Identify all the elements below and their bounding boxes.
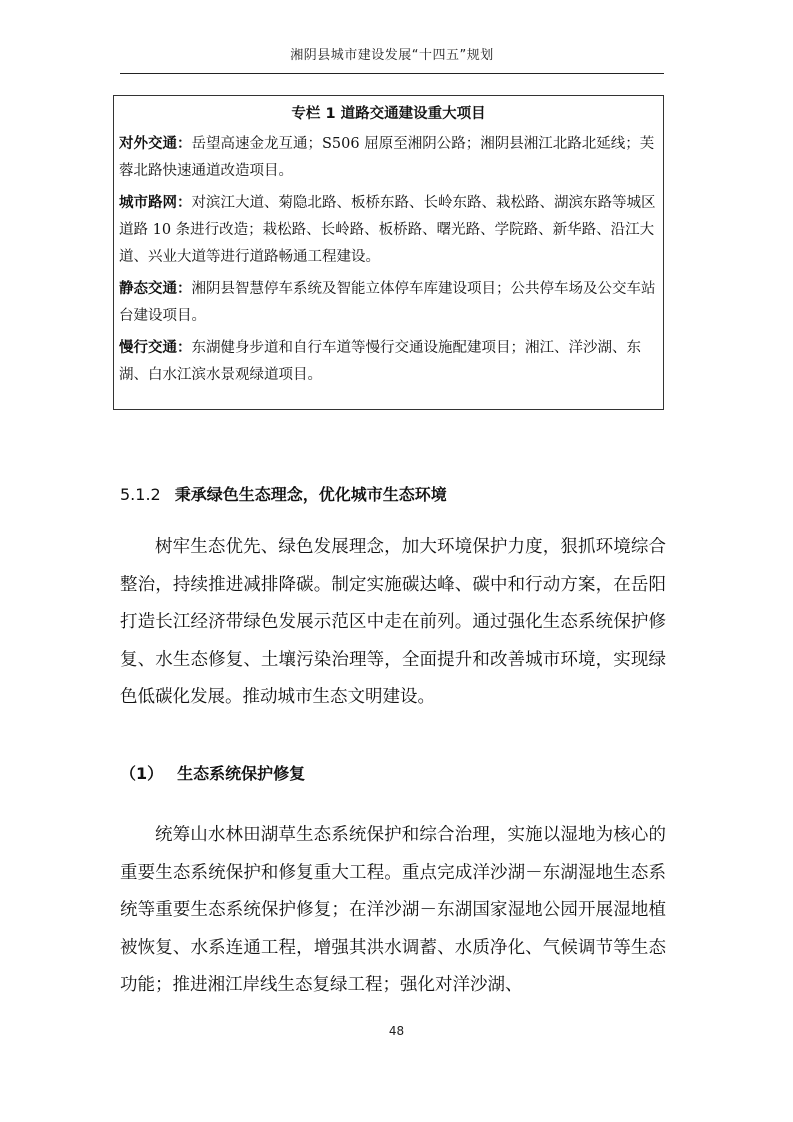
box-item-label: 对外交通： [119, 136, 192, 152]
box-item-static-traffic [119, 276, 658, 330]
section-title: 秉承绿色生态理念，优化城市生态环境 [174, 485, 447, 504]
subsection-title: 生态系统保护修复 [177, 764, 306, 783]
feature-box [113, 95, 664, 410]
box-item-text: 东湖健身步道和自行车道等慢行交通设施配建项目；湘江、洋沙湖、东湖、白水江滨水景观绿道项目。 [119, 340, 641, 383]
box-item-slow-traffic [119, 335, 658, 389]
box-item-label: 慢行交通： [119, 340, 192, 356]
subsection-heading [120, 761, 305, 784]
subsection-number: （1） [120, 764, 164, 783]
running-header: 湘阴县城市建设发展“十四五”规划 [290, 48, 494, 63]
page-number: 48 [388, 1024, 405, 1038]
box-title: 专栏 1 道路交通建设重大项目 [291, 106, 486, 122]
box-item-city-road-network [119, 190, 658, 271]
header-rule [120, 73, 664, 74]
section-number: 5.1.2 [120, 485, 161, 504]
box-item-text: 岳望高速金龙互通；S506 屈原至湘阴公路；湘阴县湘江北路北延线；芙蓉北路快速通道改造项目。 [119, 136, 655, 179]
box-item-text: 对滨江大道、菊隐北路、板桥东路、长岭东路、栽松路、湖滨东路等城区道路 10 条进行改造；栽松路、长岭路、板桥路、曙光路、学院路、新华路、沿江大道、兴业大道等进行道路畅通工程建设。 [119, 195, 656, 265]
subsection-paragraph: 统筹山水林田湖草生态系统保护和综合治理，实施以湿地为核心的重要生态系统保护和修复重大工程。重点完成洋沙湖－东湖湿地生态系统等重要生态系统保护修复；在洋沙湖－东湖国家湿地公园开展湿地植被恢复、水系连通工程，增强其洪水调蓄、水质净化、气候调节等生态功能；推进湘江岸线生态复绿工程；强化对洋沙湖、 [120, 825, 666, 995]
box-item-label: 城市路网： [119, 195, 192, 211]
box-item-external-traffic [119, 131, 658, 185]
box-item-label: 静态交通： [119, 281, 192, 297]
section-heading [120, 482, 680, 505]
box-item-text: 湘阴县智慧停车系统及智能立体停车库建设项目；公共停车场及公交车站台建设项目。 [119, 281, 656, 324]
section-paragraph: 树牢生态优先、绿色发展理念，加大环境保护力度，狠抓环境综合整治，持续推进减排降碳。制定实施碳达峰、碳中和行动方案，在岳阳打造长江经济带绿色发展示范区中走在前列。通过强化生态系统保护修复、水生态修复、土壤污染治理等，全面提升和改善城市环境，实现绿色低碳化发展。推动城市生态文明建设。 [120, 537, 666, 707]
